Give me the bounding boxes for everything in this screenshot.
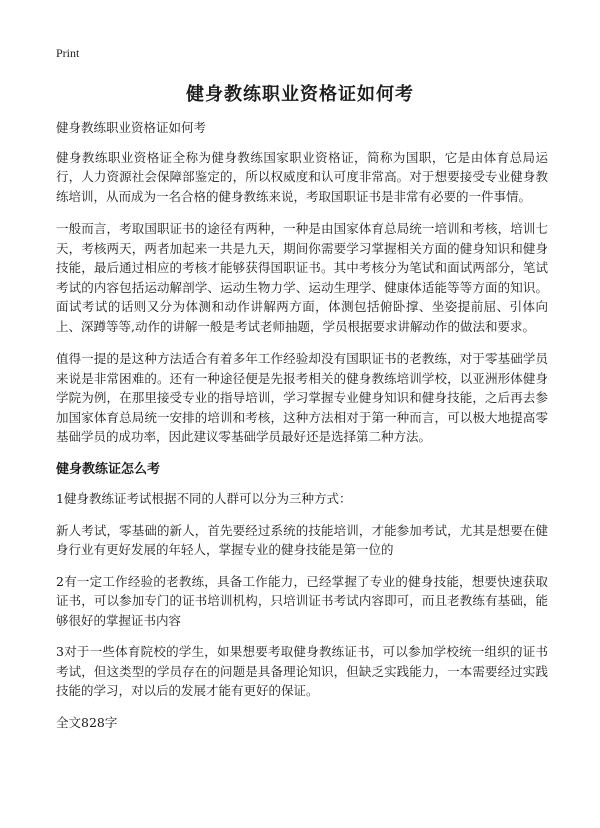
article-subtitle: 健身教练职业资格证如何考 xyxy=(56,120,207,135)
list-item: 新人考试，零基础的新人，首先要经过系统的技能培训，才能参加考试，尤其是想要在健身行业有更好发展的年轻人，掌握专业的健身技能是第一位的 xyxy=(56,522,548,557)
page-title: 健身教练职业资格证如何考 xyxy=(186,84,414,105)
paragraph: 一般而言，考取国职证书的途径有两种，一种是由国家体育总局统一培训和考核，培训七天，考核两天，两者加起来一共是九天，期间你需要学习掌握相关方面的健身知识和健身技能，最后通过相应的考核才能够获得国职证书。其中考核分为笔试和面试两部分，笔试考试的内容包括运动解剖学、运动生物力学、运动生理学、健康体适能等等方面的知识。面试考试的话则又分为体测和动作讲解两方面，体测包括俯卧撑、坐姿提前屈、引体向上、深蹲等等,动作的讲解一般是考试老师抽题，学员根据要求讲解动作的做法和要求。 xyxy=(56,221,548,334)
word-count: 全文828字 xyxy=(56,714,118,730)
section-heading: 健身教练证怎么考 xyxy=(56,461,161,477)
list-item: 2有一定工作经验的老教练，具备工作能力，已经掌握了专业的健身技能，想要快速获取证书，可以参加专门的证书培训机构，只培训证书考试内容即可，而且老教练有基础，能够很好的掌握证书内容 xyxy=(56,573,548,628)
list-intro: 1健身教练证考试根据不同的人群可以分为三种方式： xyxy=(56,491,352,506)
paragraph: 健身教练职业资格证全称为健身教练国家职业资格证，简称为国职，它是由体育总局运行，人力资源社会保障部鉴定的，所以权威度和认可度非常高。对于想要接受专业健身教练培训，从而成为一名合格的健身教练来说，考取国职证书是非常有必要的一件事情。 xyxy=(56,149,548,204)
article-body xyxy=(56,118,548,732)
print-link[interactable]: Print xyxy=(56,46,80,60)
list-item: 3对于一些体育院校的学生，如果想要考取健身教练证书，可以参加学校统一组织的证书考试，但这类型的学员存在的问题是具备理论知识，但缺乏实践能力，一本需要经过实践技能的学习，对以后的发展才能有更好的保证。 xyxy=(56,644,548,698)
paragraph: 值得一提的是这种方法适合有着多年工作经验却没有国职证书的老教练，对于零基础学员来说是非常困难的。还有一种途径便是先报考相关的健身教练培训学校，以亚洲形体健身学院为例，在那里接受专业的指导培训，学习掌握专业健身知识和健身技能，之后再去参加国家体育总局统一安排的培训和考核，这种方法相对于第一种而言，可以极大地提高零基础学员的成功率，因此建议零基础学员最好还是选择第二种方法。 xyxy=(56,351,548,444)
